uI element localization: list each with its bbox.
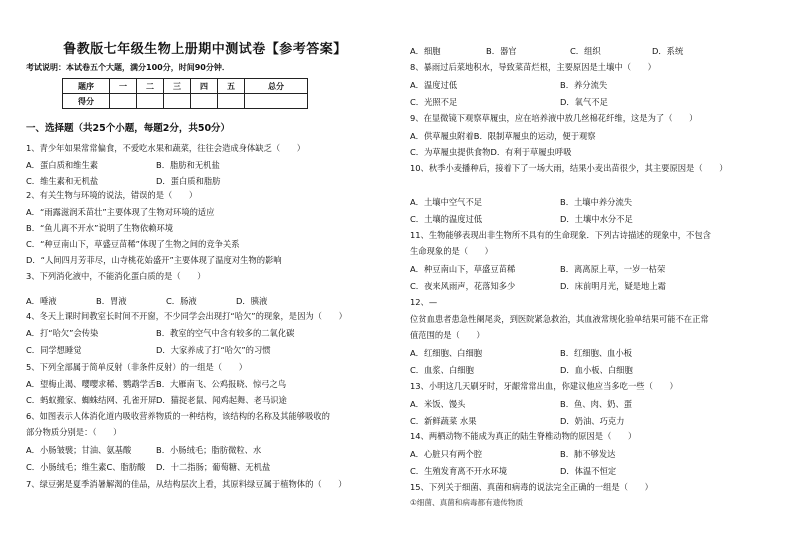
answer-option-b: B．大雁南飞、公鸡报晓、惊弓之鸟	[156, 379, 287, 389]
answer-option-b: D．蛋白质和脂肪	[156, 176, 221, 186]
answer-option-a: A．米饭、馒头	[410, 399, 466, 409]
answer-option-a: A．打“哈欠”会传染	[26, 328, 99, 338]
question-text: 5、下列全部属于简单反射（非条件反射）的一组是（ ）	[26, 362, 247, 372]
score-header-cell: 二	[137, 79, 164, 94]
score-header-cell: 五	[218, 79, 245, 94]
question-text: 9、在显微镜下观察草履虫，应在培养液中放几丝棉花纤维，这是为了（ ）	[410, 113, 698, 123]
page-title: 鲁教版七年级生物上册期中测试卷【参考答案】	[63, 42, 347, 57]
answer-option-b: B．脂肪和无机盐	[156, 160, 220, 170]
score-header-cell: 总分	[245, 79, 308, 94]
question-text: 7、绿豆粥是夏季消暑解渴的佳品，从结构层次上看，其原料绿豆属于植物体的（ ）	[26, 479, 347, 489]
answer-option-b: B．离离原上草，一岁一枯荣	[560, 264, 666, 274]
question-text: 10、秋季小麦播种后，接着下了一场大雨，结果小麦出苗很少，其主要原因是（ ）	[410, 163, 728, 173]
question-text: 11、生物能够表现出非生物所不具有的生命现象．下列古诗描述的现象中，不包含	[410, 230, 711, 240]
score-cell	[245, 94, 308, 109]
question-text: 14、两栖动物不能成为真正的陆生脊椎动物的原因是（ ）	[410, 431, 637, 441]
question-text: 2、有关生物与环境的说法，错误的是（ ）	[26, 190, 198, 200]
score-header-cell: 题序	[63, 79, 110, 94]
score-header-cell: 三	[164, 79, 191, 94]
score-cell	[110, 94, 137, 109]
question-text: D．“人间四月芳菲尽，山寺桃花始盛开”主要体现了温度对生物的影响	[26, 255, 282, 265]
answer-option-c: C．组织	[570, 46, 601, 56]
exam-instructions: 考试说明：本试卷五个大题，满分100分，时间90分钟．	[26, 63, 230, 72]
question-text: 12、—	[410, 297, 438, 307]
answer-option-a: A．供草履虫附着B．限制草履虫的运动，便于观察	[410, 131, 596, 141]
question-text: 15、下列关于细菌、真菌和病毒的说法完全正确的一组是（ ）	[410, 482, 653, 492]
answer-option-a: C．小肠绒毛；维生素C、脂肪酸	[26, 462, 146, 472]
answer-option-a: A．心脏只有两个腔	[410, 449, 483, 459]
answer-option-d: D．系统	[652, 46, 684, 56]
answer-option-b: B．土壤中养分流失	[560, 197, 633, 207]
question-text: 6、如图表示人体消化道内吸收营养物质的一种结构，该结构的名称及其能够吸收的	[26, 411, 330, 421]
question-text: 4、冬天上课时间教室长时间不开窗，不少同学会出现打“哈欠”的现象，是因为（ ）	[26, 311, 347, 321]
answer-option-a: C．新鲜蔬菜 水果	[410, 416, 477, 426]
answer-option-b: B．养分流失	[560, 80, 608, 90]
answer-option-b: B．小肠绒毛；脂肪微粒、水	[156, 445, 262, 455]
answer-option-a: A．土壤中空气不足	[410, 197, 483, 207]
answer-option-b: D．血小板、白细胞	[560, 365, 633, 375]
answer-option-b: B．器官	[486, 46, 517, 56]
answer-option-b: B．红细胞、血小板	[560, 348, 633, 358]
answer-option-b: D．十二指肠；葡萄糖、无机盐	[156, 462, 271, 472]
answer-option-a: A．温度过低	[410, 80, 458, 90]
answer-option-b: D．大家养成了打“哈欠”的习惯	[156, 345, 271, 355]
score-table	[62, 78, 308, 109]
answer-option-a: C．同学想睡觉	[26, 345, 82, 355]
answer-option-a: C．夜来风雨声，花落知多少	[410, 281, 516, 291]
score-row-label: 得分	[63, 94, 110, 109]
answer-option-b: B．胃液	[96, 296, 127, 306]
answer-option-a: A．小肠皱襞；甘油、氨基酸	[26, 445, 132, 455]
statement-item: ①细菌、真菌和病毒都有遗传物质	[410, 498, 524, 507]
answer-option-b: D．床前明月光，疑是地上霜	[560, 281, 666, 291]
answer-option-a: C．血浆、白细胞	[410, 365, 474, 375]
question-text: 部分物质分别是：（ ）	[26, 427, 122, 437]
score-table-header-row	[63, 79, 308, 94]
answer-option-a: C．维生素和无机盐	[26, 176, 99, 186]
question-text: 3、下列消化液中，不能消化蛋白质的是（ ）	[26, 271, 206, 281]
answer-option-a: A．唾液	[26, 296, 57, 306]
section-heading: 一、选择题（共25个小题，每题2分，共50分）	[26, 123, 231, 134]
answer-option-b: B．教室的空气中含有较多的二氧化碳	[156, 328, 295, 338]
score-cell	[164, 94, 191, 109]
answer-option-a: C．光照不足	[410, 97, 458, 107]
question-text: 位贫血患者患急性阑尾炎，到医院紧急救治，其血液常规化验单结果可能不在正常	[410, 314, 709, 324]
answer-option-b: D．土壤中水分不足	[560, 214, 633, 224]
answer-option-b: B．鱼、肉、奶、蛋	[560, 399, 633, 409]
question-text: 生命现象的是（ ）	[410, 246, 493, 256]
answer-option-a: A．蛋白质和维生素	[26, 160, 99, 170]
score-cell	[191, 94, 218, 109]
score-table-score-row	[63, 94, 308, 109]
question-text: C．“种豆南山下，草盛豆苗稀”体现了生物之间的竞争关系	[26, 239, 240, 249]
score-header-cell: 一	[110, 79, 137, 94]
answer-option-b: B．肺不够发达	[560, 449, 616, 459]
answer-option-a: A．种豆南山下，草盛豆苗稀	[410, 264, 516, 274]
score-cell	[137, 94, 164, 109]
question-text: A．“雨露滋润禾苗壮”主要体现了生物对环境的适应	[26, 207, 215, 217]
question-text: 1、青少年如果常常偏食，不爱吃水果和蔬菜，往往会造成身体缺乏（ ）	[26, 143, 306, 153]
score-cell	[218, 94, 245, 109]
answer-option-c: C．肠液	[166, 296, 197, 306]
answer-option-a: A．红细胞、白细胞	[410, 348, 483, 358]
question-text: 8、暴雨过后菜地积水，导致菜苗烂根，主要原因是土壤中（ ）	[410, 62, 656, 72]
answer-option-b: D．氧气不足	[560, 97, 608, 107]
answer-option-b: D．体温不恒定	[560, 466, 617, 476]
answer-option-a: C．蚂蚁搬家、蜘蛛结网、孔雀开屏	[26, 395, 157, 405]
score-header-cell: 四	[191, 79, 218, 94]
question-text: 13、小明这几天刷牙时，牙龈常常出血，你建议他应当多吃一些（ ）	[410, 381, 678, 391]
answer-option-a: A．望梅止渴、嘤嘤求稀、鹦鹉学舌	[26, 379, 157, 389]
answer-option-a: C．土壤的温度过低	[410, 214, 483, 224]
answer-option-d: D．胰液	[236, 296, 268, 306]
question-text: B．“鱼儿离不开水”说明了生物依赖环境	[26, 223, 174, 233]
answer-option-b: D．猫捉老鼠、闻鸡起舞、老马识途	[156, 395, 287, 405]
answer-option-a: A．细胞	[410, 46, 441, 56]
question-text: 值范围的是（ ）	[410, 330, 485, 340]
answer-option-b: D．奶油、巧克力	[560, 416, 625, 426]
answer-option-a: C．为草履虫提供食物D．有利于草履虫呼吸	[410, 147, 572, 157]
answer-option-a: C．生殖发育离不开水环境	[410, 466, 508, 476]
